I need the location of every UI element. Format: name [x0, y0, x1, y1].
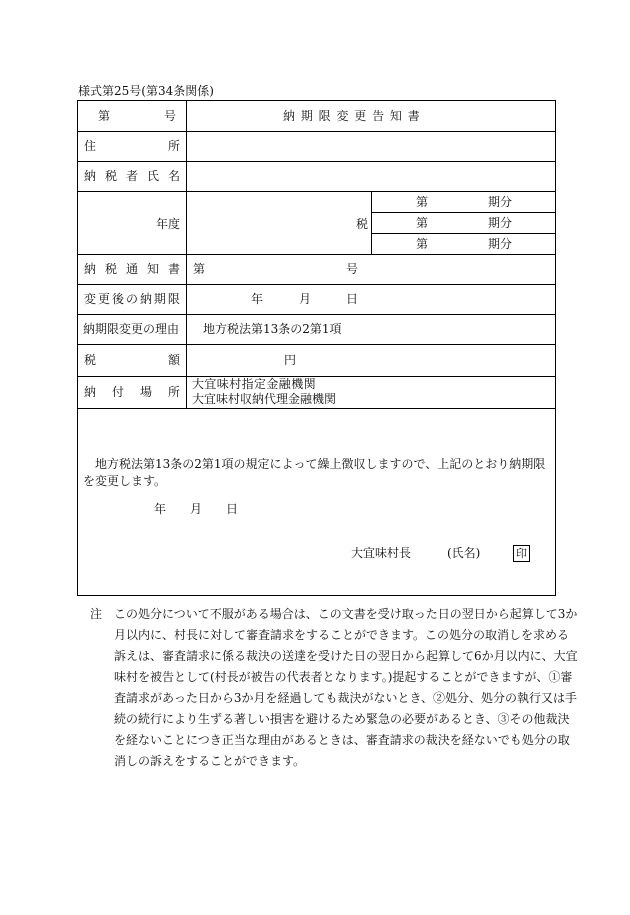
number-go: 号 — [164, 109, 177, 123]
tax-year-label: 年度 — [156, 217, 181, 231]
notice-dai: 第 — [193, 262, 206, 276]
tax-label: 税 — [356, 217, 369, 231]
row-divider — [78, 314, 555, 315]
row-divider — [78, 408, 555, 409]
period-2-dai: 第 — [416, 216, 429, 230]
payment-place-label: 納 付 場 所 — [84, 385, 180, 399]
row-divider — [78, 161, 555, 162]
period-1-dai: 第 — [416, 195, 429, 209]
date-day: 日 — [226, 502, 239, 516]
period-column-divider — [371, 191, 372, 254]
period-1-kibun: 期分 — [488, 195, 513, 209]
village-mayor: 大宜味村長 — [351, 546, 412, 560]
notice-form-table — [77, 100, 556, 596]
period-3-dai: 第 — [416, 237, 429, 251]
row-divider — [78, 131, 555, 132]
payment-place-line1: 大宜味村指定金融機関 — [192, 377, 317, 391]
seal-mark: 印 — [513, 545, 530, 562]
reason-value: 地方税法第13条の2第1項 — [203, 322, 342, 336]
deadline-day: 日 — [346, 292, 359, 306]
row-divider — [78, 284, 555, 285]
row-divider — [78, 254, 555, 255]
new-deadline-label: 変 更 後 の 納 期 限 — [84, 292, 180, 306]
period-divider — [371, 212, 555, 213]
period-2-kibun: 期分 — [488, 216, 513, 230]
row-divider — [78, 344, 555, 345]
form-number-label: 様式第25号(第34条関係) — [78, 84, 214, 98]
name-label: (氏名) — [447, 546, 481, 560]
number-dai: 第 — [98, 109, 111, 123]
appeal-note: 注 この処分について不服がある場合は、この文書を受け取った日の翌日から起算して3か月以内に、村長に対して審査請求をすることができます。この処分の取消しを求める訴えは、審査請求に係る裁決の送達を受けた日の翌日から起算して6か月以内に、大宜味村を被告として(村長が被告の代表者となります。)提起することができますが、①審査請求があった日から3か月を経過しても裁決がないとき、②処分、処分の執行又は手続の続行により生ずる著しい損害を避けるため緊急の必要があるとき、③その他裁決を経ないことにつき正当な理由があるときは、審査請求の裁決を経ないでも処分の取消しの訴えをすることができます。 — [90, 607, 578, 768]
label-column-divider — [186, 101, 187, 408]
notice-body-text: 地方税法第13条の2第1項の規定によって繰上徴収しますので、上記のとおり納期限を変更します。 — [83, 457, 546, 488]
form-title: 納 期 限 変 更 告 知 書 — [283, 109, 421, 123]
taxpayer-name-label: 納 税 者 氏 名 — [84, 169, 180, 183]
deadline-year: 年 — [251, 292, 264, 306]
row-divider — [78, 191, 555, 192]
period-3-kibun: 期分 — [488, 237, 513, 251]
notice-go: 号 — [346, 262, 359, 276]
address-label: 住 所 — [84, 139, 180, 153]
date-year: 年 — [154, 502, 167, 516]
payment-place-line2: 大宜味村収納代理金融機関 — [192, 392, 337, 406]
date-month: 月 — [190, 502, 203, 516]
reason-label: 納期限変更の理由 — [83, 322, 180, 336]
deadline-month: 月 — [299, 292, 312, 306]
row-divider — [78, 376, 555, 377]
tax-amount-label: 税 額 — [84, 353, 180, 367]
amount-yen: 円 — [284, 353, 297, 367]
period-divider — [371, 233, 555, 234]
tax-notice-label: 納 税 通 知 書 — [84, 262, 180, 276]
